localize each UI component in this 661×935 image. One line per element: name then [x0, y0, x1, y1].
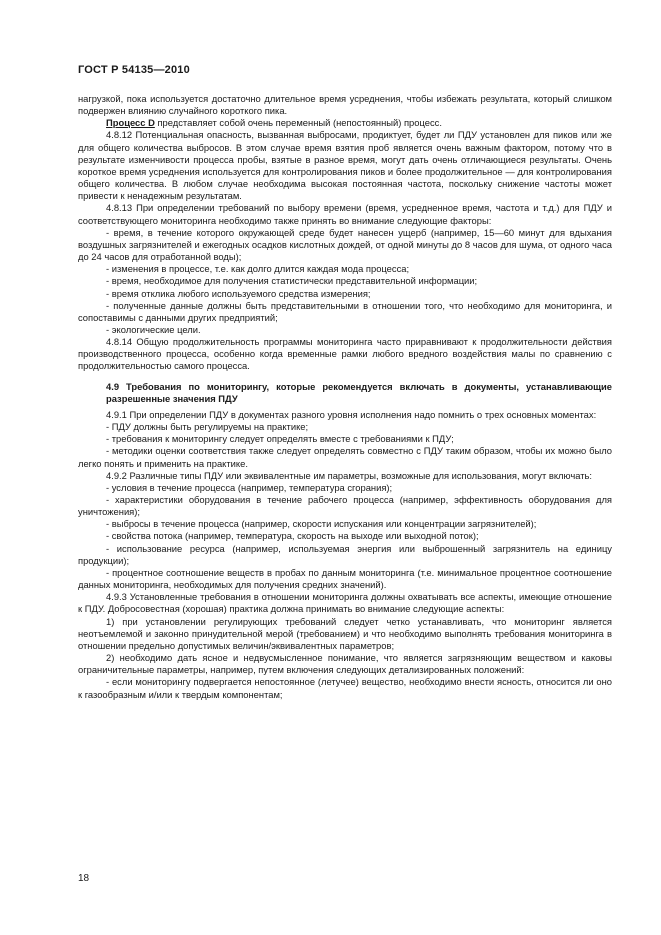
paragraph: 4.8.12 Потенциальная опасность, вызванная выбросами, продиктует, будет ли ПДУ установлен для пиков или же для общего количества выбросов. В этом случае время взятия проб является очень важным фактором, потому что в результате изменчивости процесса пробы, взятые в разное время, могут дать очень отличающиеся результаты. Очень короткое время усреднения используется для контролирования пиков и более продолжительное — для контролирования общего количества. В любом случае необходима высокая постоянная частота, поскольку снижение частоты может привести к ненадежным результатам. [78, 129, 612, 202]
list-item: - использование ресурса (например, используемая энергия или выброшенный загрязнитель на единицу продукции); [78, 542, 612, 566]
paragraph: нагрузкой, пока используется достаточно длительное время усреднения, чтобы избежать результата, который слишком подвержен влиянию случайного короткого пика. [78, 93, 612, 117]
list-item: - выбросы в течение процесса (например, скорости испускания или концентрации загрязнителей); [106, 518, 537, 530]
paragraph: Процесс D представляет собой очень переменный (непостоянный) процесс. [106, 117, 442, 129]
document-body [78, 93, 612, 701]
list-item: - если мониторингу подвергается непостоянное (летучее) вещество, необходимо внести ясность, относится ли оно к газообразным и/или к твердым компонентам; [78, 676, 612, 700]
list-item: - время, в течение которого окружающей среде будет нанесен ущерб (например, 15—60 минут для вдыхания воздушных загрязнителей и ежегодных осадков кислотных дождей, от одной минуты до 8 часов для шума, от одного часа до 24 часов для отработанной воды); [78, 226, 612, 263]
list-item: - условия в течение процесса (например, температура сгорания); [106, 481, 393, 493]
list-item: - полученные данные должны быть представительными в отношении того, что необходимо для мониторинга, и сопоставимы с данными других предприятий; [78, 299, 612, 323]
list-item: - изменения в процессе, т.е. как долго длится каждая мода процесса; [106, 263, 410, 275]
list-item: - методики оценки соответствия также следует определять совместно с ПДУ таким образом, чтобы их можно было легко понять и применить на практике. [78, 445, 612, 469]
document-header: ГОСТ Р 54135—2010 [78, 64, 190, 76]
paragraph: 4.8.13 При определении требований по выбору времени (время, усредненное время, частота и т.д.) для ПДУ и соответствующего мониторинга необходимо также принять во внимание следующие факторы: [78, 202, 612, 226]
list-item: - время, необходимое для получения статистически представительной информации; [106, 275, 478, 287]
list-item: - ПДУ должны быть регулируемы на практике; [106, 421, 309, 433]
paragraph: 4.9.3 Установленные требования в отношении мониторинга должны охватывать все аспекты, имеющие отношение к ПДУ. Добросовестная (хорошая) практика должна принимать во внимание следующие аспекты: [78, 591, 612, 615]
list-item: - свойства потока (например, температура, скорость на выходе или выходной поток); [106, 530, 479, 542]
paragraph: 4.9.1 При определении ПДУ в документах разного уровня исполнения надо помнить о трех основных моментах: [106, 408, 597, 420]
page-number: 18 [78, 873, 90, 884]
numbered-item: 1) при установлении регулирующих требований следует четко устанавливать, что мониторинг является неотъемлемой и законно принудительной мерой (требованием) и что необходимо выполнять требования мониторинга в отношении предельно допустимых величин/эквивалентных параметров; [78, 615, 612, 651]
process-d-label: Процесс D [106, 117, 155, 129]
numbered-item: 2) необходимо дать ясное и недвусмысленное понимание, что является загрязняющим веществом и каковы ограничительные параметры, например, путем включения следующих детализированных положений: [78, 652, 612, 676]
section-heading: 4.9 Требования по мониторингу, которые рекомендуется включать в документы, устанавливающие разрешенные значения ПДУ [106, 380, 612, 404]
list-item: - экологические цели. [106, 323, 201, 335]
paragraph: 4.8.14 Общую продолжительность программы мониторинга часто приравнивают к продолжительности действия производственного процесса, особенно когда временные рамки любого вредного воздействия малы по сравнению с продолжительностью самого процесса. [78, 336, 612, 372]
paragraph: 4.9.2 Различные типы ПДУ или эквивалентные им параметры, возможные для использования, могут включать: [106, 469, 593, 481]
list-item: - процентное соотношение веществ в пробах по данным мониторинга (т.е. минимальное процентное соотношение данных мониторинга, необходимых для получения средних значений). [78, 566, 612, 591]
list-item: - время отклика любого используемого средства измерения; [106, 287, 371, 299]
list-item: - требования к мониторингу следует определять вместе с требованиями к ПДУ; [106, 433, 454, 445]
list-item: - характеристики оборудования в течение рабочего процесса (например, эффективность оборудования для уничтожения); [78, 494, 612, 518]
